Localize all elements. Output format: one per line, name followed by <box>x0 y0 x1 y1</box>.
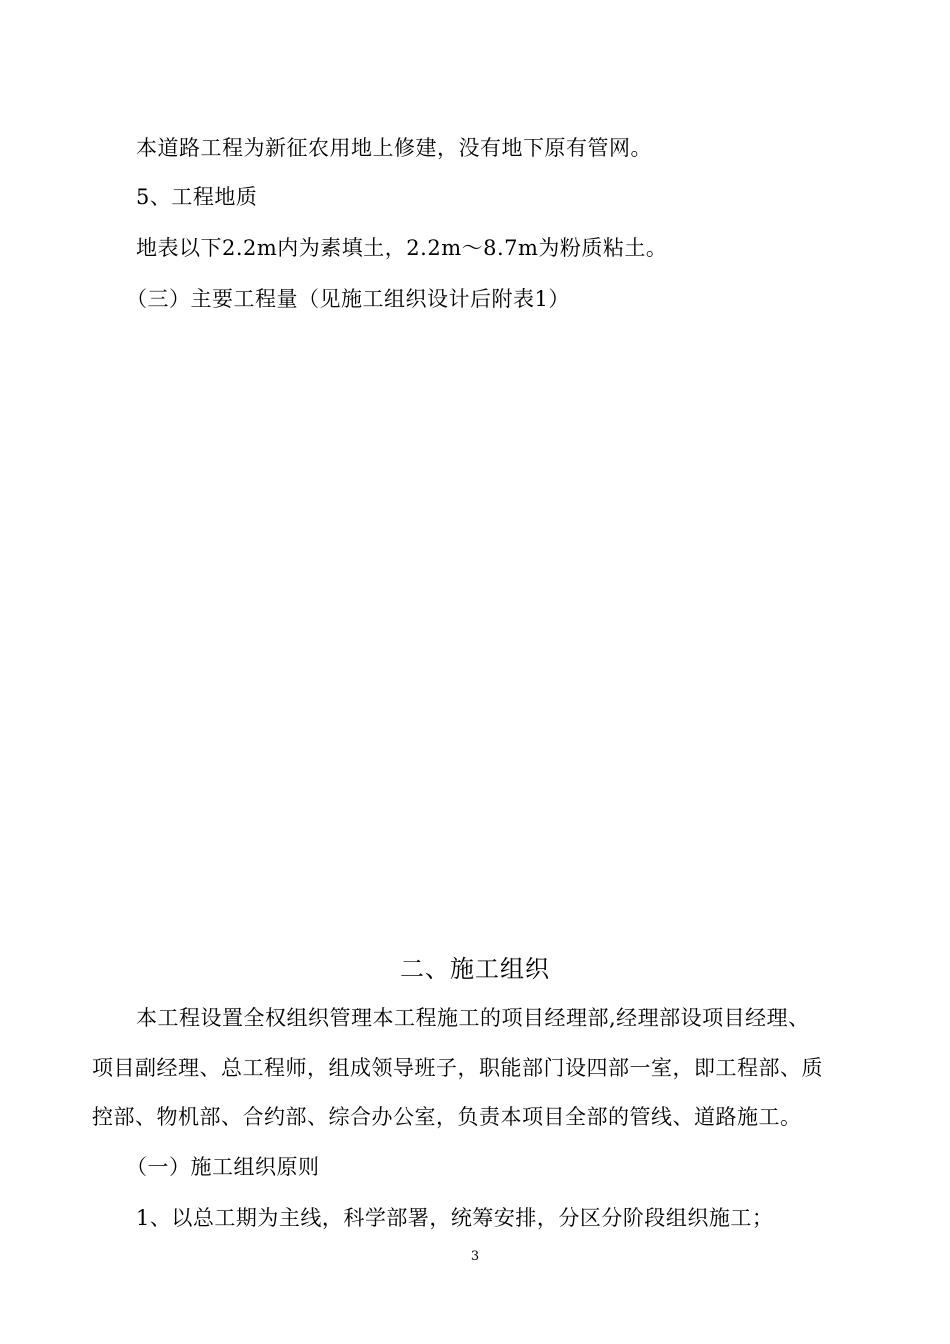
principle-item-1: 1、以总工期为主线，科学部署，统筹安排，分区分阶段组织施工； <box>136 1206 774 1230</box>
geology-heading: 5、工程地质 <box>136 185 258 209</box>
principles-heading: （一）施工组织原则 <box>126 1155 320 1179</box>
geology-text: 地表以下2.2m内为素填土，2.2m～8.7m为粉质粘土。 <box>136 236 668 260</box>
paragraph-line: 本工程设置全权组织管理本工程施工的项目经理部,经理部设项目经理、 <box>136 1006 810 1030</box>
quantities-heading: （三）主要工程量（见施工组织设计后附表1） <box>126 287 570 311</box>
section-title: 二、施工组织 <box>400 955 550 983</box>
pipe-network-note: 本道路工程为新征农用地上修建，没有地下原有管网。 <box>136 136 652 160</box>
paragraph-line: 控部、物机部、合约部、综合办公室，负责本项目全部的管线、道路施工。 <box>92 1105 802 1129</box>
page-number: 3 <box>470 1249 480 1264</box>
paragraph-line: 项目副经理、总工程师，组成领导班子，职能部门设四部一室，即工程部、质 <box>92 1056 823 1080</box>
